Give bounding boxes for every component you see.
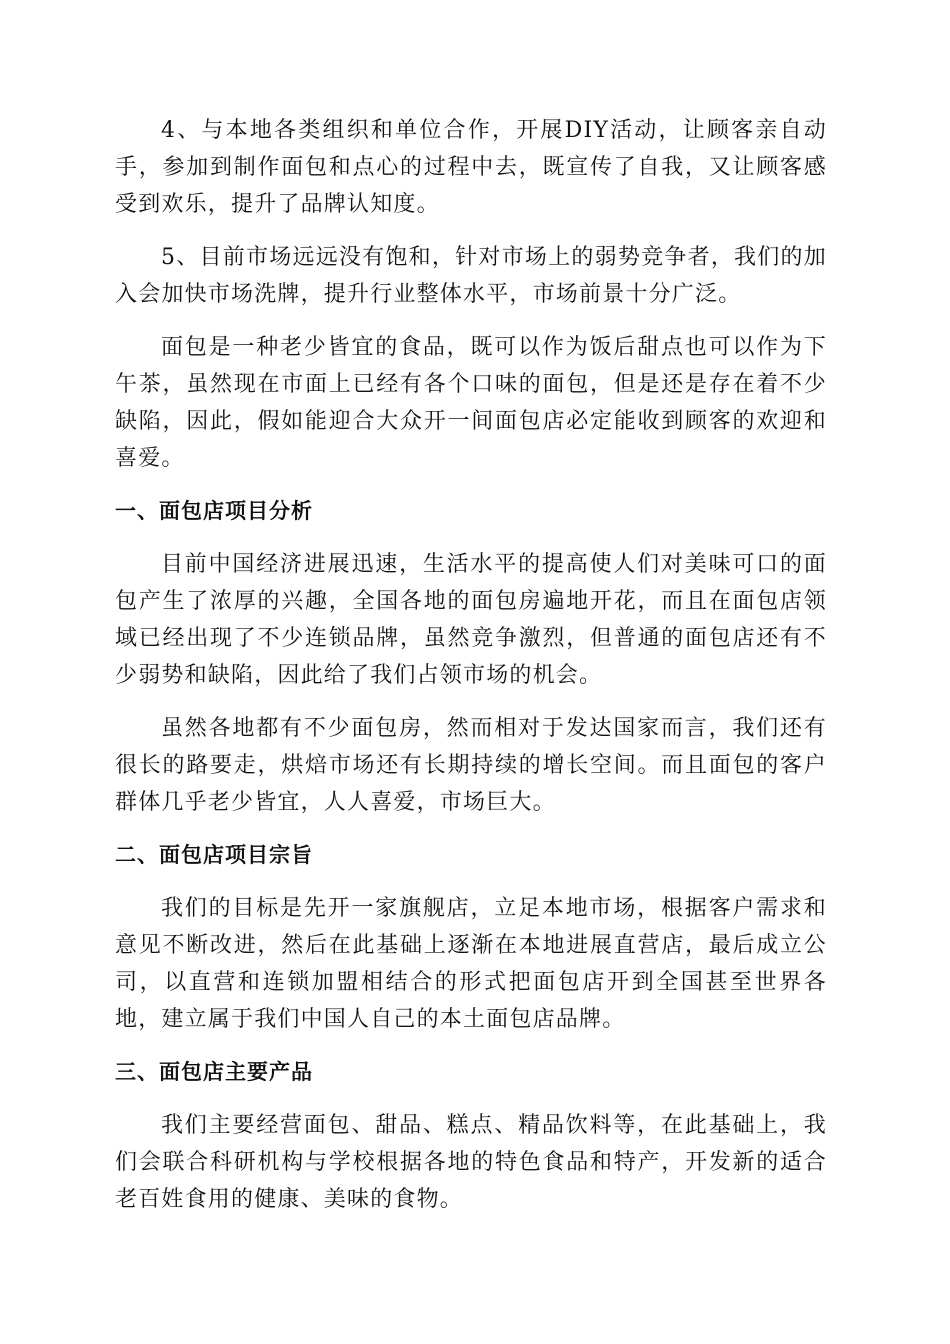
paragraph-market-growth: 虽然各地都有不少面包房，然而相对于发达国家而言，我们还有很长的路要走，烘焙市场还有长期持续的增长空间。而且面包的客户群体几乎老少皆宜，人人喜爱，市场巨大。 [115,716,827,815]
paragraph-economy: 目前中国经济进展迅速，生活水平的提高使人们对美味可口的面包产生了浓厚的兴趣，全国各地的面包房遍地开花，而且在面包店领域已经出现了不少连锁品牌，虽然竞争激烈，但普通的面包店还有不少弱势和缺陷，因此给了我们占领市场的机会。 [115,552,827,688]
paragraph-goal: 我们的目标是先开一家旗舰店，立足本地市场，根据客户需求和意见不断改进，然后在此基础上逐渐在本地进展直营店，最后成立公司，以直营和连锁加盟相结合的形式把面包店开到全国甚至世界各地，建立属于我们中国人自己的本土面包店品牌。 [115,896,827,1032]
heading-main-products: 三、面包店主要产品 [115,1060,313,1084]
paragraph-diy-activity: 4、与本地各类组织和单位合作，开展DIY活动，让顾客亲自动手，参加到制作面包和点心的过程中去，既宣传了自我，又让顾客感受到欢乐，提升了品牌认知度。 [115,118,827,217]
paragraph-bread-intro: 面包是一种老少皆宜的食品，既可以作为饭后甜点也可以作为下午茶，虽然现在市面上已经有各个口味的面包，但是还是存在着不少缺陷，因此，假如能迎合大众开一间面包店必定能收到顾客的欢迎和喜爱。 [115,335,827,471]
heading-project-analysis: 一、面包店项目分析 [115,499,313,523]
document-body [115,112,827,1234]
heading-project-purpose: 二、面包店项目宗旨 [115,843,313,867]
paragraph-products: 我们主要经营面包、甜品、糕点、精品饮料等，在此基础上，我们会联合科研机构与学校根据各地的特色食品和特产，开发新的适合老百姓食用的健康、美味的食物。 [115,1113,827,1212]
paragraph-market-saturation: 5、目前市场远远没有饱和，针对市场上的弱势竞争者，我们的加入会加快市场洗牌，提升行业整体水平，市场前景十分广泛。 [115,245,827,307]
